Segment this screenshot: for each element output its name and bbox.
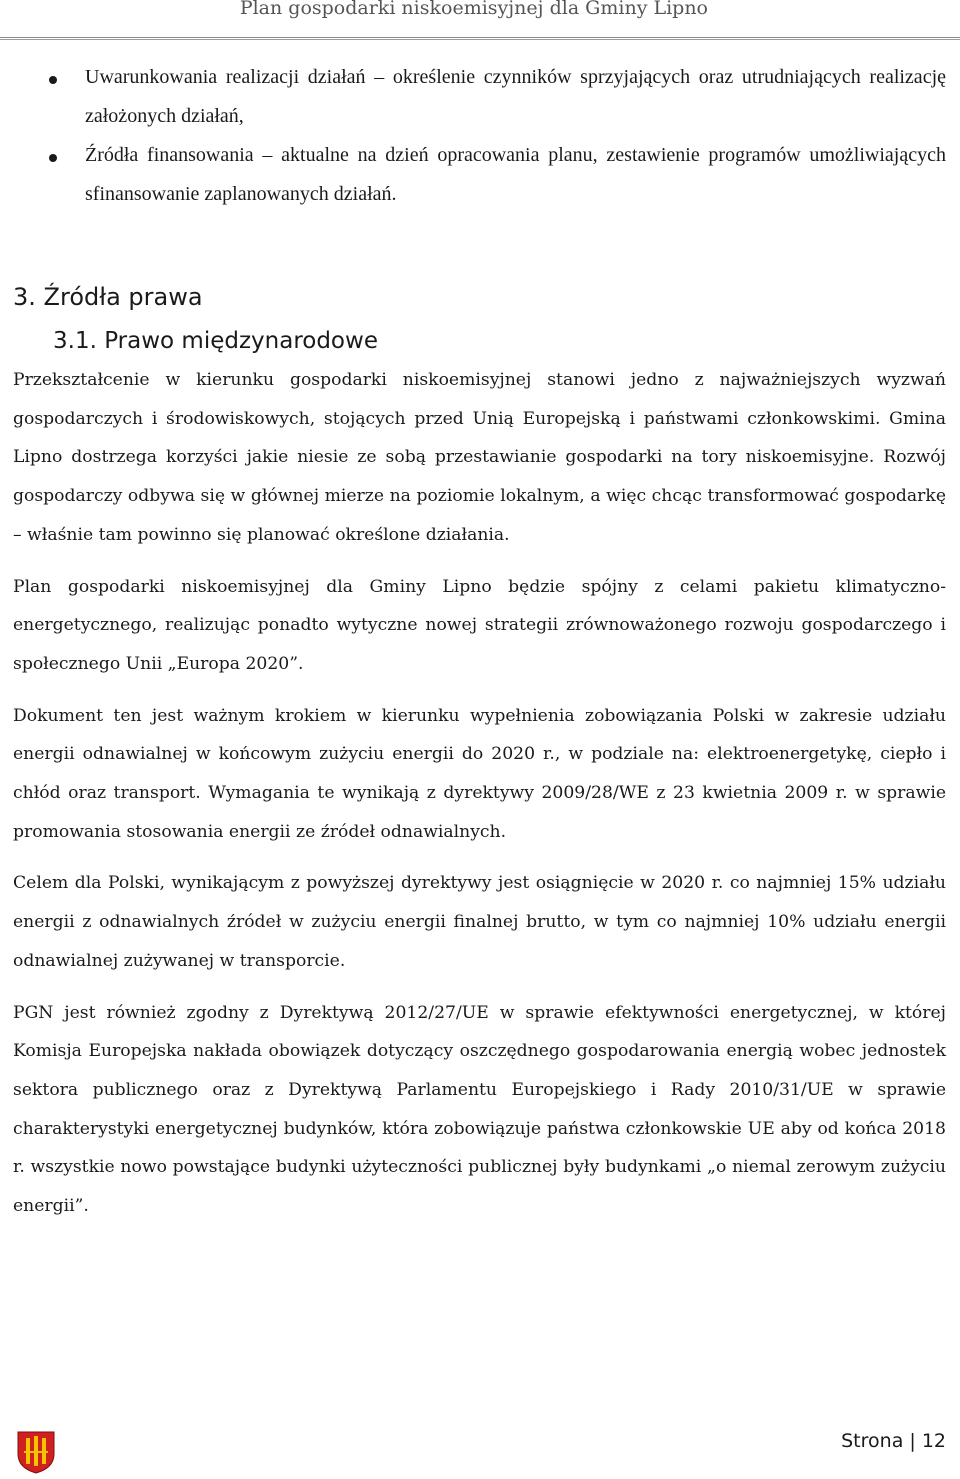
- paragraph: Przekształcenie w kierunku gospodarki niskoemisyjnej stanowi jedno z najważniejszych wyzwań gospodarczych i środowiskowych, stojących przed Unią Europejską i państwami członkowskimi. Gmina Lipno dostrzega korzyści jakie niesie ze sobą przestawianie gospodarki na tory niskoemisyjne. Rozwój gospodarczy odbywa się w głównej mierze na poziomie lokalnym, a więc chcąc transformować gospodarkę – właśnie tam powinno się planować określone działania.: [13, 370, 946, 545]
- list-item-text: Uwarunkowania realizacji działań – określenie czynników sprzyjających oraz utrudniających realizację założonych działań,: [85, 66, 946, 127]
- header-title: Plan gospodarki niskoemisyjnej dla Gminy Lipno: [239, 0, 708, 19]
- section-heading: [13, 278, 946, 316]
- bullet-icon: [49, 76, 57, 84]
- section-title: Źródła prawa: [43, 283, 203, 311]
- page-header: [0, 0, 960, 40]
- paragraph: Celem dla Polski, wynikającym z powyższej dyrektywy jest osiągnięcie w 2020 r. co najmniej 15% udziału energii z odnawialnych źródeł w zużyciu energii finalnej brutto, w tym co najmniej 10% udziału energii odnawialnej zużywanej w transporcie.: [13, 873, 946, 971]
- page-content: [13, 58, 946, 1226]
- page-number: Strona | 12: [841, 1430, 946, 1452]
- bullet-icon: [49, 154, 57, 162]
- list-item: [13, 58, 946, 136]
- bullet-list: [13, 58, 946, 214]
- paragraph: PGN jest również zgodny z Dyrektywą 2012/27/UE w sprawie efektywności energetycznej, w której Komisja Europejska nakłada obowiązek dotyczący oszczędnego gospodarowania energią wobec jednostek sektora publicznego oraz z Dyrektywą Parlamentu Europejskiego i Rady 2010/31/UE w sprawie charakterystyki energetycznej budynków, która zobowiązuje państwa członkowskie UE aby od końca 2018 r. wszystkie nowo powstające budynki użyteczności publicznej były budynkami „o niemal zerowym zużyciu energii”.: [13, 1002, 946, 1217]
- subsection-title: Prawo międzynarodowe: [104, 328, 378, 354]
- list-item-text: Źródła finansowania – aktualne na dzień opracowania planu, zestawienie programów umożliwiających sfinansowanie zaplanowanych działań.: [85, 144, 946, 205]
- section-number: 3.: [13, 283, 36, 311]
- coat-of-arms-logo: [16, 1430, 56, 1474]
- subsection-number: 3.1.: [53, 328, 97, 354]
- paragraph: Plan gospodarki niskoemisyjnej dla Gminy Lipno będzie spójny z celami pakietu klimatyczno-energetycznego, realizując ponadto wytyczne nowej strategii zrównoważonego rozwoju gospodarczego i społecznego Unii „Europa 2020”.: [13, 576, 946, 674]
- list-item: [13, 136, 946, 214]
- paragraph: Dokument ten jest ważnym krokiem w kierunku wypełnienia zobowiązania Polski w zakresie udziału energii odnawialnej w końcowym zużyciu energii do 2020 r., w podziale na: elektroenergetykę, ciepło i chłód oraz transport. Wymagania te wynikają z dyrektywy 2009/28/WE z 23 kwietnia 2009 r. w sprawie promowania stosowania energii ze źródeł odnawialnych.: [13, 705, 946, 842]
- header-divider: [0, 37, 960, 38]
- subsection-heading: [53, 323, 946, 359]
